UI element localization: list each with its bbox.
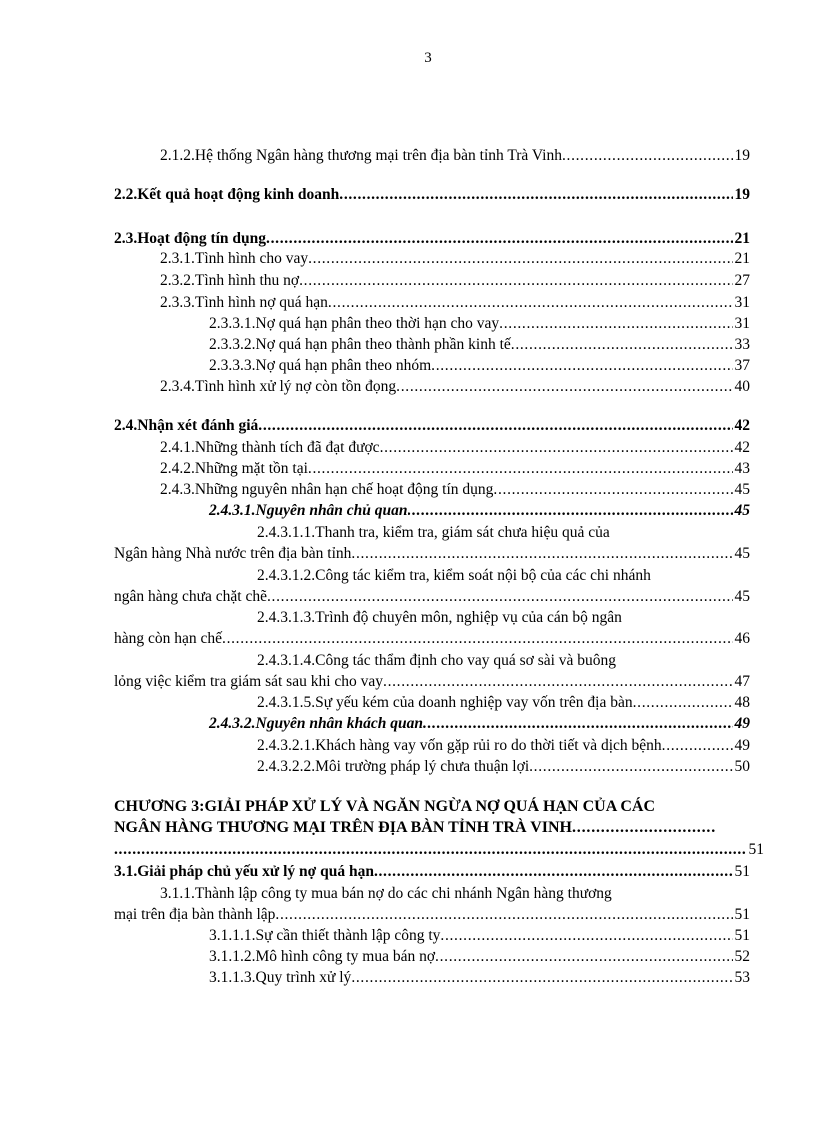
toc-leader-dots: [380, 439, 733, 457]
toc-leader-dots: [493, 481, 732, 499]
toc-entry-3-1-1-2[interactable]: [209, 948, 750, 966]
toc-entry-page: 51: [734, 927, 750, 944]
toc-entry-page: 31: [734, 294, 750, 311]
toc-entry-page: 45: [734, 545, 750, 562]
toc-entry-page: 43: [734, 460, 750, 477]
toc-entry-title: 2.3.3.2.Nợ quá hạn phân theo thành phần kinh tế: [209, 336, 511, 353]
toc-entry-2-2[interactable]: [114, 186, 750, 204]
toc-entry-2-3-3-2[interactable]: [209, 336, 750, 354]
toc-entry-2-3-3-3[interactable]: [209, 357, 750, 375]
toc-leader-dots: [339, 186, 732, 204]
toc-entry-title: 2.3.3.1.Nợ quá hạn phân theo thời hạn cho vay: [209, 315, 500, 332]
toc-entry-2-4-3-1-4[interactable]: [114, 673, 750, 691]
toc-leader-dots: [562, 147, 733, 165]
toc-entry-page: 51: [734, 863, 750, 880]
toc-entry-title: 2.3.3.Tình hình nợ quá hạn: [160, 294, 328, 311]
toc-entry-page: 33: [734, 336, 750, 353]
toc-entry-2-4-3-1[interactable]: [209, 502, 750, 520]
toc-leader-dots: [383, 673, 732, 691]
toc-entry-page: 52: [734, 948, 750, 965]
toc-entry-page: 19: [734, 186, 750, 203]
toc-entry-title: 3.1.Giải pháp chủ yếu xử lý nợ quá hạn: [114, 863, 374, 880]
toc-leader-dots: [328, 294, 733, 312]
toc-leader-dots: [351, 545, 732, 563]
toc-entry-2-4-2[interactable]: [160, 460, 750, 478]
toc-entry-title: 2.4.3.Những nguyên nhân hạn chế hoạt động tín dụng: [160, 481, 494, 498]
toc-entry-page: 50: [734, 758, 750, 775]
toc-leader-dots: [408, 502, 733, 520]
toc-leader-dots: [222, 630, 732, 648]
toc-entry-title: 2.3.4.Tình hình xử lý nợ còn tồn đọng: [160, 378, 397, 395]
toc-entry-title: lỏng việc kiểm tra giám sát sau khi cho vay: [114, 673, 384, 690]
toc-entry-title: hàng còn hạn chế: [114, 630, 223, 647]
toc-entry-2-4-3-1-3[interactable]: [114, 630, 750, 648]
toc-entry-title: 3.1.1.3.Quy trình xử lý: [209, 969, 352, 986]
toc-leader-dots: [529, 758, 732, 776]
toc-entry-3-1-1-1[interactable]: [209, 927, 750, 945]
toc-entry-2-4-3-1-5[interactable]: [257, 694, 750, 712]
toc-leader-dots: [572, 818, 716, 837]
toc-entry-page: 49: [734, 737, 750, 754]
toc-entry-page: 45: [734, 502, 750, 519]
toc-entry-title: Ngân hàng Nhà nước trên địa bàn tỉnh: [114, 545, 352, 562]
toc-leader-dots: [308, 460, 733, 478]
toc-entry-title: 2.3.3.3.Nợ quá hạn phân theo nhóm: [209, 357, 432, 374]
toc-entry-2-3-2[interactable]: [160, 272, 750, 290]
toc-leader-dots: [299, 272, 732, 290]
toc-leader-dots: [351, 969, 732, 987]
toc-entry-2-4-3-1-1[interactable]: [114, 545, 750, 563]
toc-entry-page: 42: [734, 439, 750, 456]
toc-chapter-3-line2[interactable]: [114, 818, 716, 837]
toc-entry-title: 2.3.1.Tình hình cho vay: [160, 250, 309, 267]
toc-entry-2-4-3-1-2[interactable]: [114, 588, 750, 606]
toc-entry-page: 51: [748, 841, 764, 858]
toc-entry-page: 21: [734, 250, 750, 267]
toc-entry-title: 2.4.3.2.2.Môi trường pháp lý chưa thuận lợi: [257, 758, 530, 775]
toc-entry-page: 42: [734, 417, 750, 434]
toc-entry-3-1-1-3[interactable]: [209, 969, 750, 987]
toc-entry-2-4-1[interactable]: [160, 439, 750, 457]
toc-entry-page: 37: [734, 357, 750, 374]
toc-entry-2-3-3[interactable]: [160, 294, 750, 312]
toc-entry-title: 2.4.2.Những mặt tồn tại: [160, 460, 308, 477]
toc-entry-title: 2.1.2.Hệ thống Ngân hàng thương mại trên địa bàn tỉnh Trà Vinh: [160, 147, 562, 164]
toc-entry-title: 3.1.1.1.Sự cần thiết thành lập công ty: [209, 927, 441, 944]
toc-entry-2-4-3-2[interactable]: [209, 715, 750, 733]
toc-leader-dots: [396, 378, 732, 396]
toc-entry-2-4-3-1-4-line1[interactable]: 2.4.3.1.4.Công tác thẩm định cho vay quá sơ sài và buông: [257, 652, 617, 669]
toc-entry-page: 51: [734, 906, 750, 923]
toc-leader-dots: [662, 737, 733, 755]
toc-entry-title: 2.4.1.Những thành tích đã đạt được: [160, 439, 380, 456]
toc-entry-title: 2.4.3.1.Nguyên nhân chủ quan: [209, 502, 408, 519]
toc-entry-2-4-3-2-2[interactable]: [257, 758, 750, 776]
toc-entry-2-4-3-1-2-line1[interactable]: 2.4.3.1.2.Công tác kiểm tra, kiểm soát nội bộ của các chi nhánh: [257, 567, 651, 584]
toc-entry-3-1-1-line1[interactable]: 3.1.1.Thành lập công ty mua bán nợ do các chi nhánh Ngân hàng thương: [160, 885, 612, 902]
toc-entry-title: mại trên địa bàn thành lập: [114, 906, 276, 923]
toc-chapter-3-line1[interactable]: CHƯƠNG 3:GIẢI PHÁP XỬ LÝ VÀ NGĂN NGỪA NỢ QUÁ HẠN CỦA CÁC: [114, 798, 656, 815]
toc-entry-title: 2.4.3.2.Nguyên nhân khách quan: [209, 715, 424, 732]
toc-leader-dots: [275, 906, 732, 924]
toc-entry-page: 47: [734, 673, 750, 690]
toc-entry-2-4-3[interactable]: [160, 481, 750, 499]
toc-entry-title: 2.3.2.Tình hình thu nợ: [160, 272, 300, 289]
toc-entry-2-3-3-1[interactable]: [209, 315, 750, 333]
toc-leader-dots: [114, 841, 747, 859]
toc-leader-dots: [499, 315, 732, 333]
toc-entry-page: 40: [734, 378, 750, 395]
page-number: 3: [424, 50, 432, 66]
toc-entry-title: 2.4.3.1.5.Sự yếu kém của doanh nghiệp vay vốn trên địa bàn: [257, 694, 633, 711]
toc-entry-page: 53: [734, 969, 750, 986]
toc-entry-page: 45: [734, 588, 750, 605]
toc-entry-2-4[interactable]: [114, 417, 750, 435]
toc-entry-page: 31: [734, 315, 750, 332]
toc-entry-2-4-3-1-1-line1[interactable]: 2.4.3.1.1.Thanh tra, kiểm tra, giám sát chưa hiệu quả của: [257, 524, 610, 541]
toc-entry-page: 49: [734, 715, 750, 732]
toc-entry-title: ngân hàng chưa chặt chẽ: [114, 588, 267, 605]
toc-entry-title: 2.2.Kết quả hoạt động kinh doanh: [114, 186, 340, 203]
toc-entry-page: 27: [734, 272, 750, 289]
toc-leader-dots: [431, 357, 732, 375]
toc-leader-dots: [511, 336, 733, 354]
toc-entry-2-3-1[interactable]: [160, 250, 750, 268]
toc-entry-2-1-2[interactable]: [160, 147, 750, 165]
toc-entry-2-3[interactable]: [114, 230, 750, 248]
toc-entry-page: 19: [734, 147, 750, 164]
toc-entry-page: 45: [734, 481, 750, 498]
toc-leader-dots: [435, 948, 732, 966]
toc-entry-title: 2.4.Nhận xét đánh giá: [114, 417, 259, 434]
toc-chapter-3-page-line[interactable]: [114, 841, 764, 859]
toc-entry-2-4-3-2-1[interactable]: [257, 737, 750, 755]
toc-leader-dots: [440, 927, 732, 945]
toc-entry-page: 46: [734, 630, 750, 647]
toc-leader-dots: [267, 588, 733, 606]
toc-entry-title: NGÂN HÀNG THƯƠNG MẠI TRÊN ĐỊA BÀN TỈNH TRÀ VINH: [114, 819, 572, 836]
toc-entry-page: 48: [734, 694, 750, 711]
toc-entry-title: 2.4.3.2.1.Khách hàng vay vốn gặp rủi ro do thời tiết và dịch bệnh: [257, 737, 662, 754]
toc-entry-page: 21: [734, 230, 750, 247]
toc-leader-dots: [258, 417, 732, 435]
toc-entry-3-1[interactable]: [114, 863, 750, 881]
toc-entry-title: 3.1.1.2.Mô hình công ty mua bán nợ: [209, 948, 436, 965]
toc-entry-2-3-4[interactable]: [160, 378, 750, 396]
toc-leader-dots: [266, 230, 732, 248]
toc-leader-dots: [633, 694, 733, 712]
toc-entry-title: 2.3.Hoạt động tín dụng: [114, 230, 267, 247]
toc-leader-dots: [374, 863, 733, 881]
toc-leader-dots: [423, 715, 732, 733]
toc-leader-dots: [308, 250, 732, 268]
toc-entry-3-1-1[interactable]: [114, 906, 750, 924]
toc-entry-2-4-3-1-3-line1[interactable]: 2.4.3.1.3.Trình độ chuyên môn, nghiệp vụ của cán bộ ngân: [257, 609, 622, 626]
